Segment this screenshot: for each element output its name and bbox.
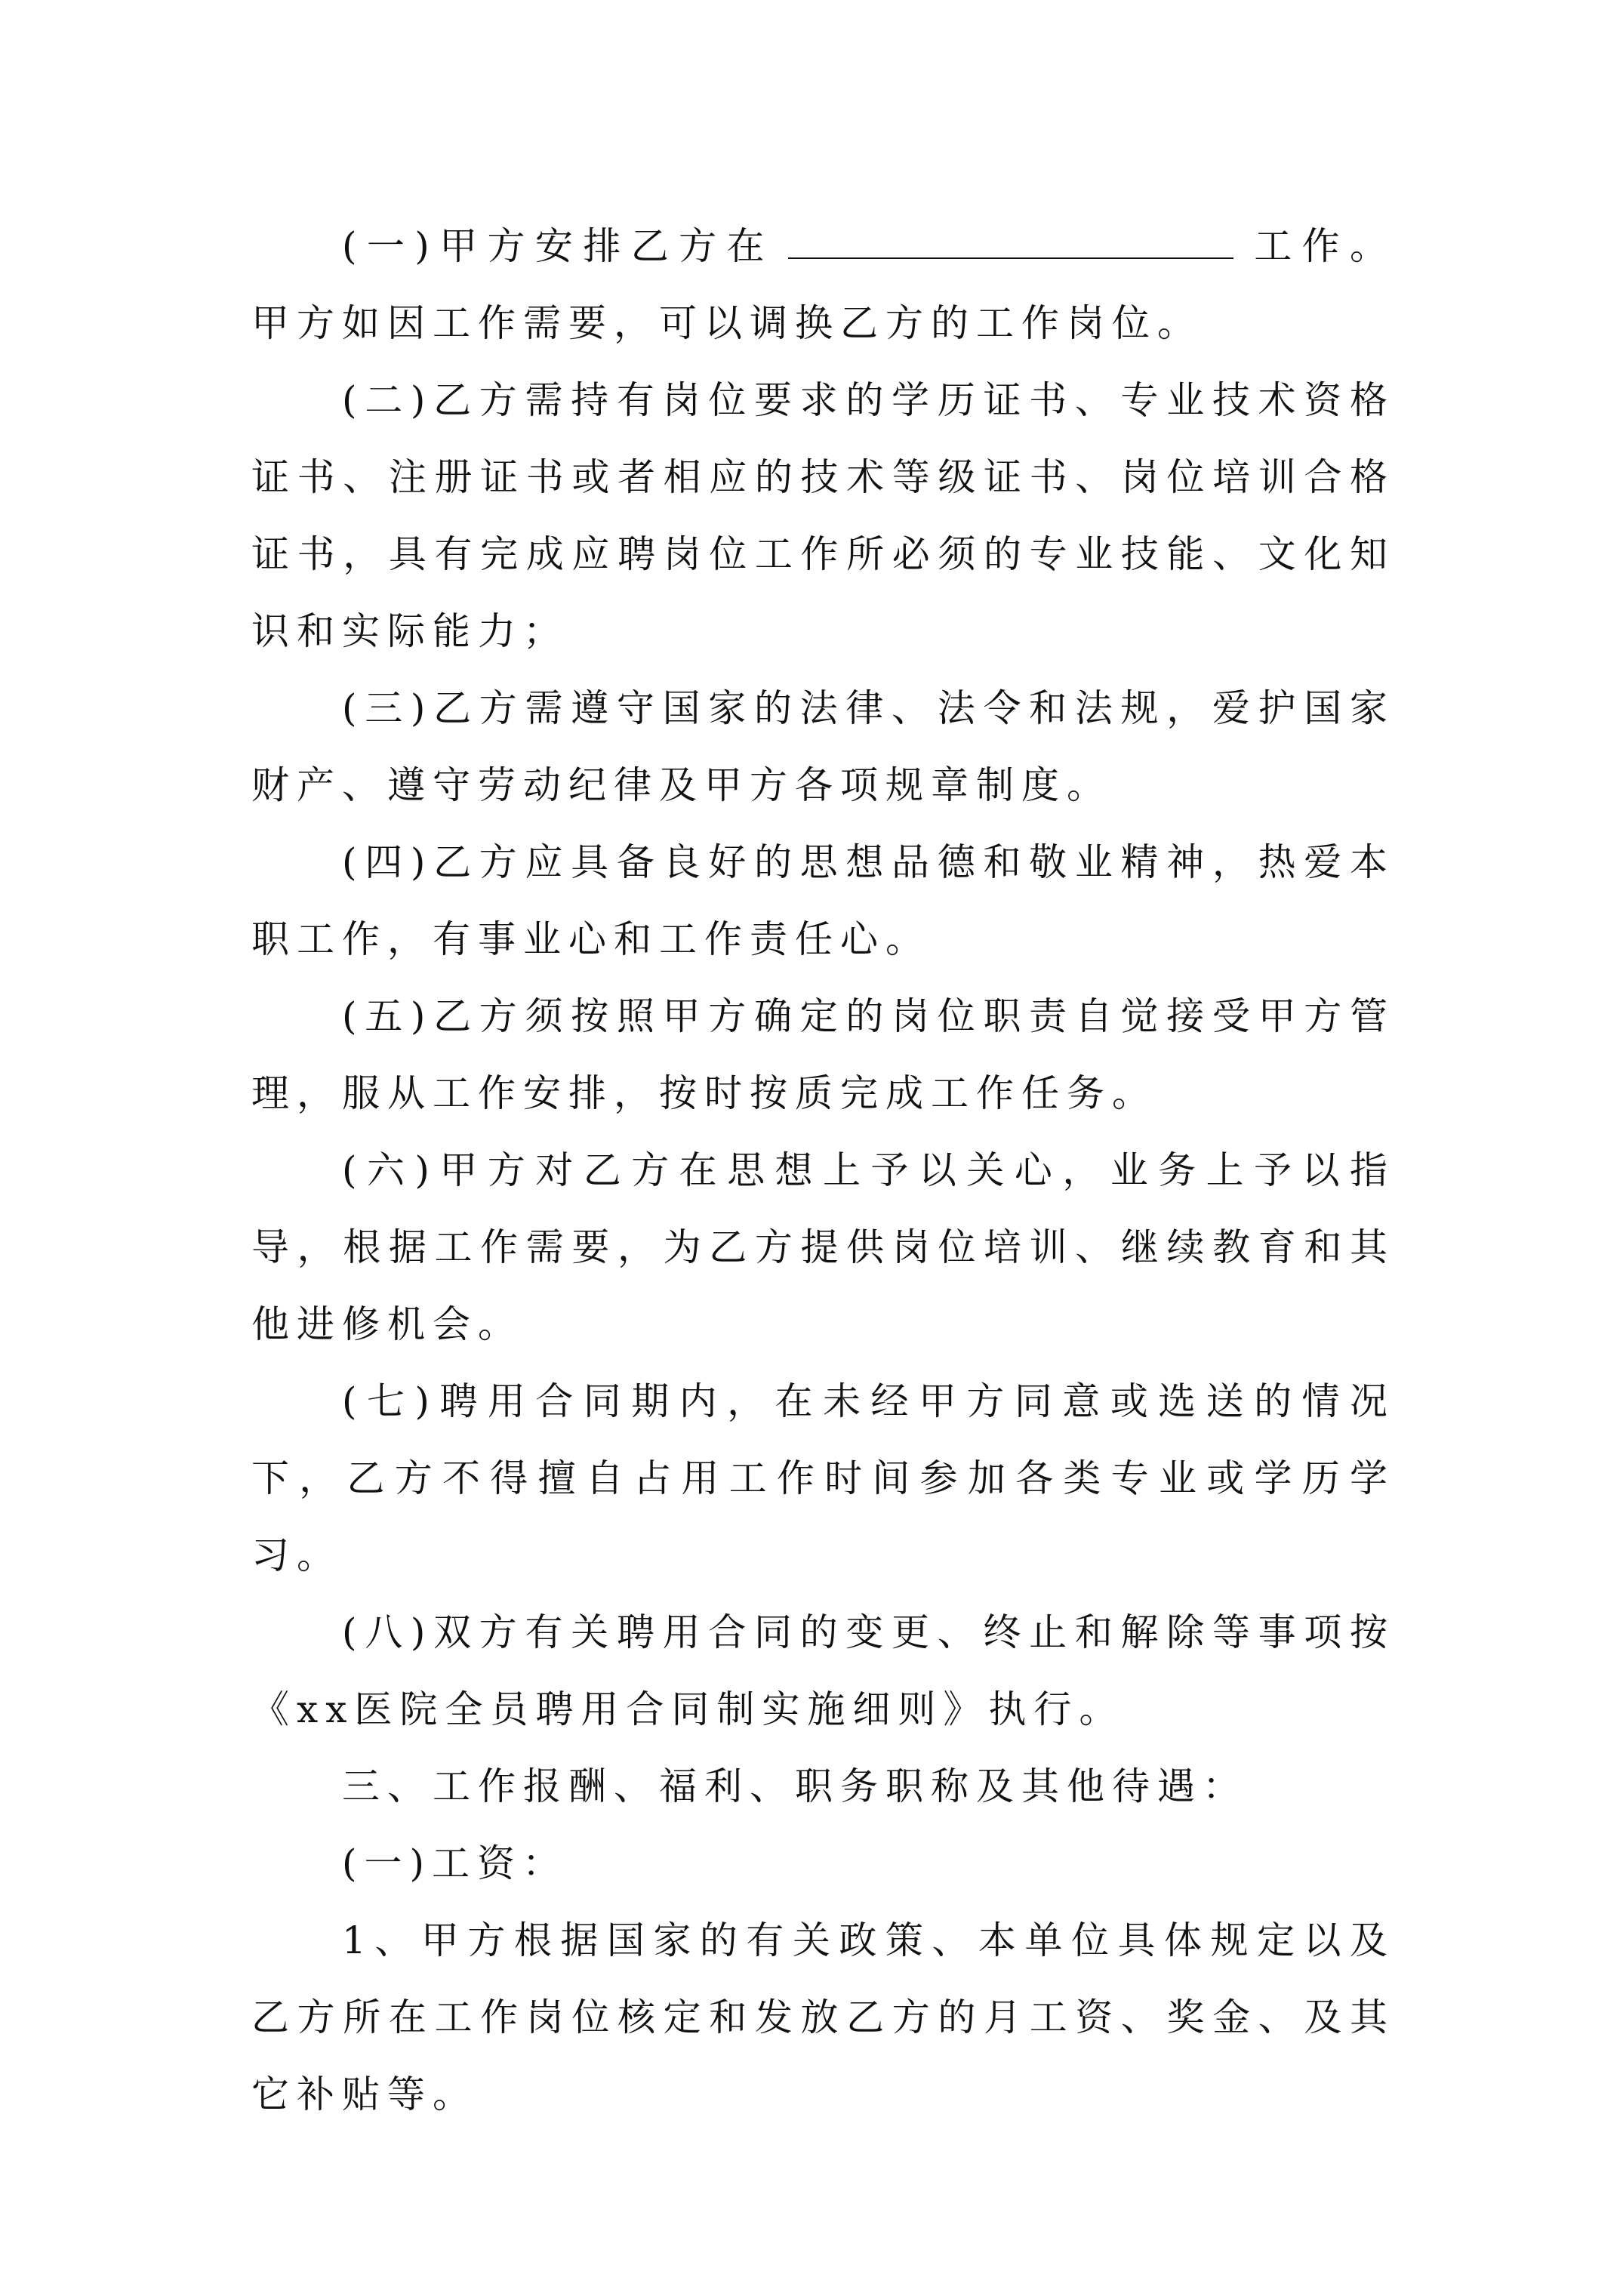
paragraph-2: (二)乙方需持有岗位要求的学历证书、专业技术资格证书、注册证书或者相应的技术等级证书、岗位培训合格证书，具有完成应聘岗位工作所必须的专业技能、文化知识和实际能力； — [251, 378, 1395, 653]
paragraph-3: (三)乙方需遵守国家的法律、法令和法规，爱护国家财产、遵守劳动纪律及甲方各项规章制度。 — [251, 686, 1395, 807]
paragraph-6: (六)甲方对乙方在思想上予以关心，业务上予以指导，根据工作需要，为乙方提供岗位培训、继续教育和其他进修机会。 — [251, 1148, 1395, 1346]
fill-in-blank-line — [788, 218, 1233, 259]
paragraph-1-before: (一)甲方安排乙方在 — [342, 224, 775, 268]
subsection-heading-wages: (一)工资： — [342, 1841, 568, 1885]
paragraph-11: 1、甲方根据国家的有关政策、本单位具体规定以及乙方所在工作岗位核定和发放乙方的月工资、奖金、及其它补贴等。 — [251, 1918, 1395, 2116]
section-heading-3: 三、工作报酬、福利、职务职称及其他待遇： — [342, 1764, 1248, 1808]
document-body — [251, 208, 1395, 2133]
paragraph-5: (五)乙方须按照甲方确定的岗位职责自觉接受甲方管理，服从工作安排，按时按质完成工作任务。 — [251, 994, 1395, 1115]
paragraph-8: (八)双方有关聘用合同的变更、终止和解除等事项按《xx医院全员聘用合同制实施细则》执行。 — [251, 1610, 1395, 1731]
paragraph-4: (四)乙方应具备良好的思想品德和敬业精神，热爱本职工作，有事业心和工作责任心。 — [251, 840, 1395, 961]
paragraph-1 — [251, 208, 1395, 362]
paragraph-1-after: 工作。甲方如因工作需要，可以调换乙方的工作岗位。 — [251, 224, 1396, 345]
paragraph-7: (七)聘用合同期内，在未经甲方同意或选送的情况下，乙方不得擅自占用工作时间参加各类专业或学历学习。 — [251, 1379, 1395, 1577]
